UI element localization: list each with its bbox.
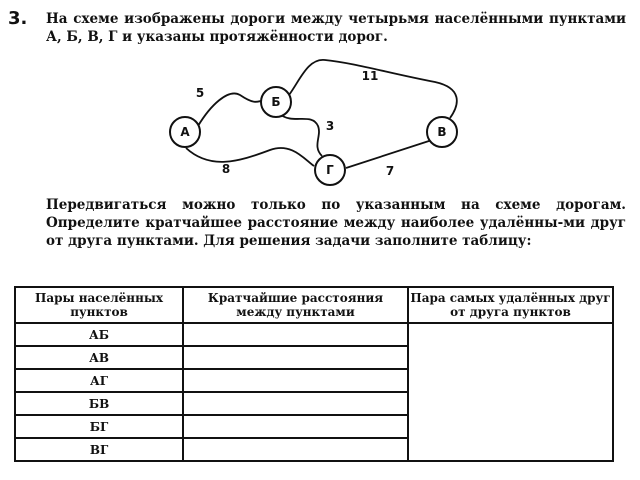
task-intro-text: На схеме изображены дороги между четырьмя населёнными пунктами А, Б, В, Г и указаны протяжённости дорог. <box>46 11 626 45</box>
edge-g-v-length: 7 <box>385 164 395 178</box>
node-a-label: А <box>180 125 190 139</box>
road-diagram <box>0 0 640 200</box>
edge-b-g-length: 3 <box>325 119 335 133</box>
task-number: 3. <box>8 8 28 29</box>
distance-cell[interactable] <box>183 323 408 346</box>
task-rules-text: Передвигаться можно только по указанным на схеме дорогам. Определите кратчайшее расстояние между наиболее удалённы-ми друг от друга пунктами. Для решения задачи заполните таблицу: <box>46 197 626 249</box>
distance-cell[interactable] <box>183 415 408 438</box>
pair-cell: АГ <box>15 369 183 392</box>
pair-cell: БГ <box>15 415 183 438</box>
edge-a-b-length: 5 <box>195 86 205 100</box>
table-header-row <box>15 287 613 323</box>
edge-b-v-length: 11 <box>361 69 379 83</box>
node-g-label: Г <box>326 163 334 177</box>
road-a-g <box>186 148 314 166</box>
table-row <box>15 323 613 346</box>
distance-cell[interactable] <box>183 346 408 369</box>
pair-cell: БВ <box>15 392 183 415</box>
header-shortest-distances: Кратчайшие расстояния между пунктами <box>183 287 408 323</box>
edge-a-g-length: 8 <box>221 162 231 176</box>
pair-cell: АВ <box>15 346 183 369</box>
header-farthest-pair: Пара самых удалённых друг от друга пунктов <box>408 287 613 323</box>
distance-cell[interactable] <box>183 438 408 461</box>
road-a-b <box>198 93 264 126</box>
node-v-label: В <box>437 125 447 139</box>
distance-cell[interactable] <box>183 392 408 415</box>
pair-cell: ВГ <box>15 438 183 461</box>
header-pairs: Пары населённых пунктов <box>15 287 183 323</box>
answer-table <box>14 286 614 462</box>
distance-cell[interactable] <box>183 369 408 392</box>
road-b-g <box>280 114 322 156</box>
node-b-label: Б <box>271 95 281 109</box>
farthest-pair-cell[interactable] <box>408 323 613 461</box>
pair-cell: АБ <box>15 323 183 346</box>
